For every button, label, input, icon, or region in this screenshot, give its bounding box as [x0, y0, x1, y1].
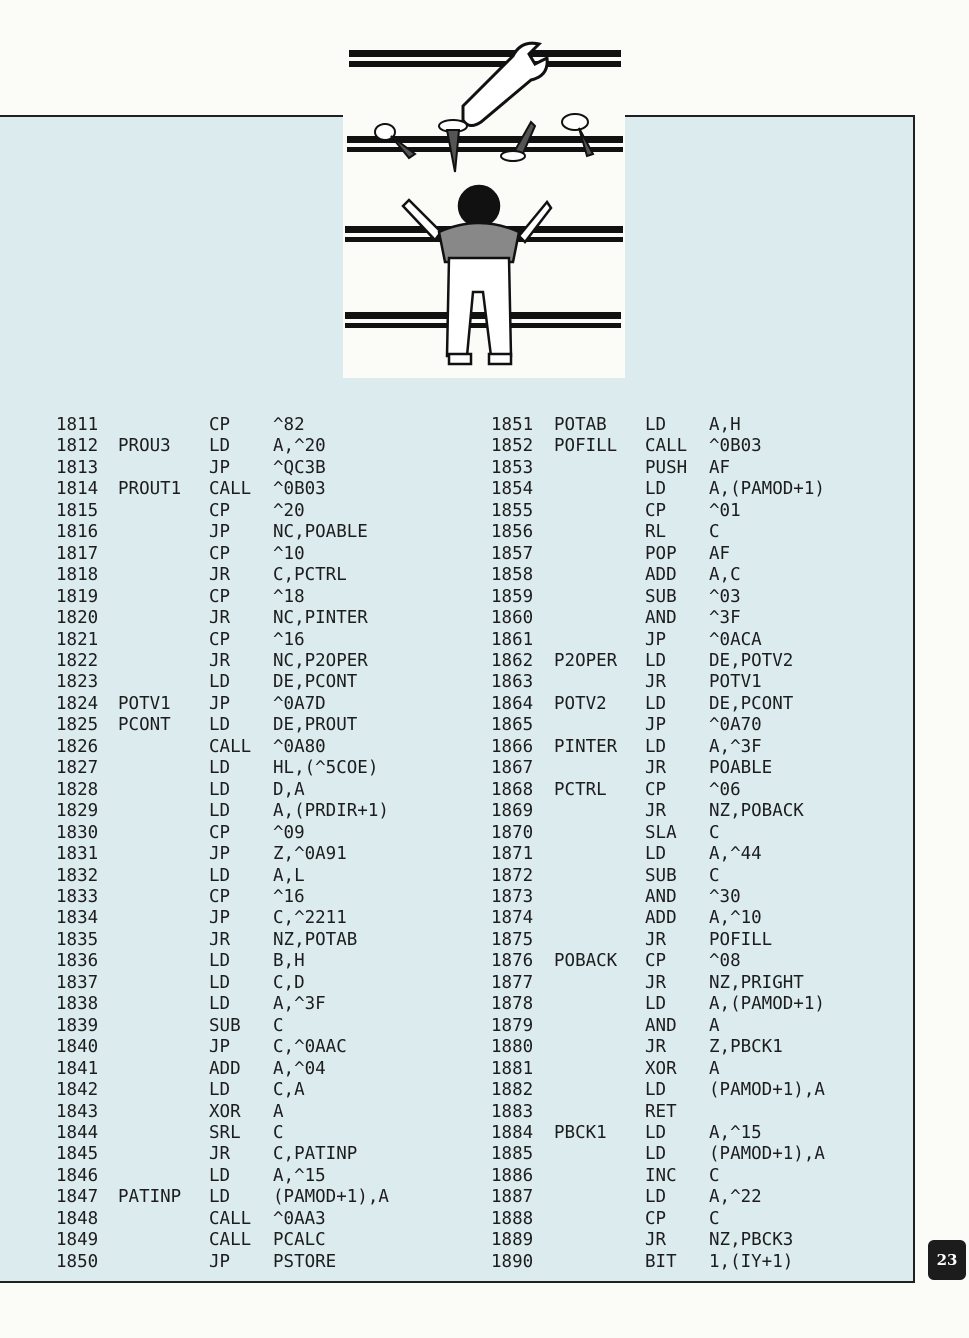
line-number: 1832 — [56, 865, 99, 886]
opcode: CALL — [645, 436, 688, 457]
operand: POFILL — [709, 929, 773, 950]
line-number: 1866 — [491, 736, 534, 757]
opcode: SUB — [645, 865, 677, 886]
operand: DE,PROUT — [273, 715, 358, 736]
line-number: 1821 — [56, 629, 99, 650]
opcode: LD — [209, 758, 231, 779]
opcode: LD — [645, 994, 667, 1015]
line-number: 1838 — [56, 994, 99, 1015]
opcode: AND — [645, 886, 677, 907]
opcode: LD — [645, 1187, 667, 1208]
operand: (PAMOD+1),A — [273, 1187, 389, 1208]
operand: ^0ACA — [709, 629, 762, 650]
opcode: SUB — [645, 586, 677, 607]
operand: HL,(^5COE) — [273, 758, 379, 779]
line-number: 1849 — [56, 1230, 99, 1251]
operand: Z,^0A91 — [273, 844, 347, 865]
line-number: 1856 — [491, 522, 534, 543]
operand: C,A — [273, 1080, 305, 1101]
opcode: SUB — [209, 1015, 241, 1036]
operand: A,(PAMOD+1) — [709, 994, 825, 1015]
opcode: LD — [209, 1165, 231, 1186]
operand: PSTORE — [273, 1251, 337, 1272]
line-number: 1865 — [491, 715, 534, 736]
line-number: 1850 — [56, 1251, 99, 1272]
opcode: JP — [209, 908, 231, 929]
line-number: 1857 — [491, 543, 534, 564]
operand: ^01 — [709, 500, 741, 521]
line-number: 1875 — [491, 929, 534, 950]
line-number: 1826 — [56, 736, 99, 757]
operand: ^16 — [273, 886, 305, 907]
opcode: RL — [645, 522, 667, 543]
opcode: LD — [209, 1187, 231, 1208]
opcode: CP — [645, 1208, 667, 1229]
line-number: 1812 — [56, 436, 99, 457]
operand: (PAMOD+1),A — [709, 1144, 825, 1165]
opcode: POP — [645, 543, 677, 564]
line-number: 1822 — [56, 650, 99, 671]
opcode: JR — [645, 758, 667, 779]
opcode: LD — [209, 1080, 231, 1101]
operand: ^0A7D — [273, 693, 326, 714]
operand: C,PCTRL — [273, 565, 347, 586]
line-number: 1868 — [491, 779, 534, 800]
opcode: XOR — [209, 1101, 241, 1122]
operand: C,PATINP — [273, 1144, 358, 1165]
opcode: JR — [645, 801, 667, 822]
operand: NZ,POTAB — [273, 929, 358, 950]
opcode: CP — [209, 500, 231, 521]
opcode: JP — [209, 693, 231, 714]
line-number: 1811 — [56, 415, 99, 435]
opcode: CALL — [209, 736, 252, 757]
opcode: JR — [209, 608, 231, 629]
line-number: 1851 — [491, 415, 534, 435]
line-number: 1830 — [56, 822, 99, 843]
line-number: 1823 — [56, 672, 99, 693]
opcode: AND — [645, 608, 677, 629]
line-number: 1827 — [56, 758, 99, 779]
code-label: P2OPER — [554, 650, 618, 671]
line-number: 1818 — [56, 565, 99, 586]
line-number: 1845 — [56, 1144, 99, 1165]
operand: ^06 — [709, 779, 741, 800]
operand: ^0A70 — [709, 715, 762, 736]
opcode: LD — [209, 801, 231, 822]
opcode: JP — [645, 629, 667, 650]
operand: ^0AA3 — [273, 1208, 326, 1229]
code-label: PCTRL — [554, 779, 607, 800]
operand: NZ,PRIGHT — [709, 972, 804, 993]
opcode: LD — [209, 865, 231, 886]
line-number: 1886 — [491, 1165, 534, 1186]
operand: DE,POTV2 — [709, 650, 794, 671]
line-number: 1862 — [491, 650, 534, 671]
opcode: LD — [209, 672, 231, 693]
operand: A,^22 — [709, 1187, 762, 1208]
line-number: 1871 — [491, 844, 534, 865]
operand: DE,PCONT — [709, 693, 794, 714]
operand: NC,POABLE — [273, 522, 368, 543]
line-number: 1837 — [56, 972, 99, 993]
operand: ^3F — [709, 608, 741, 629]
line-number: 1878 — [491, 994, 534, 1015]
line-number: 1861 — [491, 629, 534, 650]
opcode: CP — [209, 822, 231, 843]
opcode: LD — [645, 415, 667, 435]
operand: ^30 — [709, 886, 741, 907]
operand: ^16 — [273, 629, 305, 650]
operand: ^18 — [273, 586, 305, 607]
operand: A — [273, 1101, 284, 1122]
line-number: 1835 — [56, 929, 99, 950]
operand: B,H — [273, 951, 305, 972]
operand: D,A — [273, 779, 305, 800]
opcode: LD — [209, 951, 231, 972]
line-number: 1882 — [491, 1080, 534, 1101]
opcode: LD — [645, 693, 667, 714]
opcode: LD — [209, 972, 231, 993]
operand: C — [273, 1122, 284, 1143]
line-number: 1877 — [491, 972, 534, 993]
code-label: PINTER — [554, 736, 618, 757]
opcode: JR — [209, 1144, 231, 1165]
line-number: 1872 — [491, 865, 534, 886]
operand: NZ,POBACK — [709, 801, 804, 822]
opcode: JP — [209, 457, 231, 478]
line-number: 1881 — [491, 1058, 534, 1079]
code-label: PATINP — [118, 1187, 182, 1208]
opcode: BIT — [645, 1251, 677, 1272]
operand: C — [709, 1208, 720, 1229]
operand: ^10 — [273, 543, 305, 564]
line-number: 1852 — [491, 436, 534, 457]
opcode: CP — [645, 500, 667, 521]
opcode: CALL — [209, 479, 252, 500]
line-number: 1847 — [56, 1187, 99, 1208]
operand: (PAMOD+1),A — [709, 1080, 825, 1101]
opcode: LD — [645, 650, 667, 671]
line-number: 1867 — [491, 758, 534, 779]
line-number: 1884 — [491, 1122, 534, 1143]
operand: A — [709, 1058, 720, 1079]
opcode: JR — [645, 672, 667, 693]
code-label: PROU3 — [118, 436, 171, 457]
line-number: 1883 — [491, 1101, 534, 1122]
opcode: JR — [645, 972, 667, 993]
opcode: JR — [645, 1037, 667, 1058]
opcode: CALL — [209, 1208, 252, 1229]
operand: C — [273, 1015, 284, 1036]
line-number: 1842 — [56, 1080, 99, 1101]
line-number: 1839 — [56, 1015, 99, 1036]
operand: A,C — [709, 565, 741, 586]
line-number: 1828 — [56, 779, 99, 800]
operand: C,D — [273, 972, 305, 993]
opcode: CALL — [209, 1230, 252, 1251]
line-number: 1853 — [491, 457, 534, 478]
opcode: JR — [209, 650, 231, 671]
opcode: JP — [209, 1251, 231, 1272]
operand: A,H — [709, 415, 741, 435]
line-number: 1870 — [491, 822, 534, 843]
line-number: 1824 — [56, 693, 99, 714]
opcode: XOR — [645, 1058, 677, 1079]
opcode: CP — [209, 415, 231, 435]
line-number: 1846 — [56, 1165, 99, 1186]
operand: PCALC — [273, 1230, 326, 1251]
operand: C — [709, 865, 720, 886]
line-number: 1889 — [491, 1230, 534, 1251]
opcode: LD — [209, 436, 231, 457]
operand: A,^44 — [709, 844, 762, 865]
opcode: SLA — [645, 822, 677, 843]
opcode: LD — [645, 1080, 667, 1101]
line-number: 1879 — [491, 1015, 534, 1036]
opcode: JR — [645, 929, 667, 950]
opcode: LD — [645, 844, 667, 865]
operand: ^03 — [709, 586, 741, 607]
line-number: 1815 — [56, 500, 99, 521]
line-number: 1859 — [491, 586, 534, 607]
operand: C — [709, 822, 720, 843]
operand: ^QC3B — [273, 457, 326, 478]
operand: A,^3F — [273, 994, 326, 1015]
opcode: JP — [209, 844, 231, 865]
cartoon-mechanic-with-wrench-and-screws-icon — [343, 36, 625, 378]
opcode: ADD — [209, 1058, 241, 1079]
line-number: 1869 — [491, 801, 534, 822]
code-label: POTAB — [554, 415, 607, 435]
operand: ^20 — [273, 500, 305, 521]
line-number: 1880 — [491, 1037, 534, 1058]
operand: A,^04 — [273, 1058, 326, 1079]
operand: NC,PINTER — [273, 608, 368, 629]
line-number: 1813 — [56, 457, 99, 478]
opcode: JR — [645, 1230, 667, 1251]
operand: C,^2211 — [273, 908, 347, 929]
operand: C — [709, 522, 720, 543]
opcode: SRL — [209, 1122, 241, 1143]
line-number: 1848 — [56, 1208, 99, 1229]
opcode: AND — [645, 1015, 677, 1036]
opcode: INC — [645, 1165, 677, 1186]
line-number: 1820 — [56, 608, 99, 629]
opcode: JP — [209, 522, 231, 543]
line-number: 1887 — [491, 1187, 534, 1208]
opcode: JR — [209, 929, 231, 950]
operand: ^08 — [709, 951, 741, 972]
line-number: 1829 — [56, 801, 99, 822]
line-number: 1836 — [56, 951, 99, 972]
line-number: 1854 — [491, 479, 534, 500]
operand: ^0B03 — [273, 479, 326, 500]
opcode: LD — [209, 779, 231, 800]
line-number: 1885 — [491, 1144, 534, 1165]
line-number: 1860 — [491, 608, 534, 629]
line-number: 1864 — [491, 693, 534, 714]
line-number: 1831 — [56, 844, 99, 865]
operand: NZ,PBCK3 — [709, 1230, 794, 1251]
operand: A,^20 — [273, 436, 326, 457]
line-number: 1843 — [56, 1101, 99, 1122]
line-number: 1819 — [56, 586, 99, 607]
opcode: JR — [209, 565, 231, 586]
operand: ^0A80 — [273, 736, 326, 757]
line-number: 1873 — [491, 886, 534, 907]
line-number: 1833 — [56, 886, 99, 907]
mechanic-illustration — [343, 36, 625, 378]
operand: ^0B03 — [709, 436, 762, 457]
operand: NC,P2OPER — [273, 650, 368, 671]
line-number: 1817 — [56, 543, 99, 564]
opcode: LD — [209, 715, 231, 736]
code-label: POTV2 — [554, 693, 607, 714]
line-number: 1816 — [56, 522, 99, 543]
opcode: JP — [645, 715, 667, 736]
line-number: 1858 — [491, 565, 534, 586]
code-label: POTV1 — [118, 693, 171, 714]
opcode: CP — [209, 629, 231, 650]
opcode: ADD — [645, 908, 677, 929]
opcode: LD — [645, 736, 667, 757]
operand: ^82 — [273, 415, 305, 435]
line-number: 1890 — [491, 1251, 534, 1272]
line-number: 1840 — [56, 1037, 99, 1058]
operand: A,(PAMOD+1) — [709, 479, 825, 500]
operand: DE,PCONT — [273, 672, 358, 693]
opcode: JP — [209, 1037, 231, 1058]
line-number: 1855 — [491, 500, 534, 521]
line-number: 1874 — [491, 908, 534, 929]
code-label: PROUT1 — [118, 479, 182, 500]
line-number: 1814 — [56, 479, 99, 500]
operand: A,^3F — [709, 736, 762, 757]
operand: AF — [709, 457, 731, 478]
opcode: ADD — [645, 565, 677, 586]
operand: 1,(IY+1) — [709, 1251, 794, 1272]
opcode: CP — [645, 779, 667, 800]
opcode: CP — [209, 543, 231, 564]
operand: Z,PBCK1 — [709, 1037, 783, 1058]
operand: A,(PRDIR+1) — [273, 801, 389, 822]
opcode: PUSH — [645, 457, 688, 478]
code-label: PCONT — [118, 715, 171, 736]
opcode: LD — [209, 994, 231, 1015]
operand: A — [709, 1015, 720, 1036]
operand: A,L — [273, 865, 305, 886]
code-label: POBACK — [554, 951, 618, 972]
operand: POTV1 — [709, 672, 762, 693]
opcode: LD — [645, 479, 667, 500]
opcode: LD — [645, 1122, 667, 1143]
opcode: CP — [209, 586, 231, 607]
operand: C,^0AAC — [273, 1037, 347, 1058]
page-number-badge: 23 — [928, 1240, 966, 1280]
line-number: 1825 — [56, 715, 99, 736]
operand: A,^10 — [709, 908, 762, 929]
opcode: CP — [645, 951, 667, 972]
operand: C — [709, 1165, 720, 1186]
code-label: PBCK1 — [554, 1122, 607, 1143]
operand: A,^15 — [273, 1165, 326, 1186]
operand: POABLE — [709, 758, 773, 779]
opcode: LD — [645, 1144, 667, 1165]
opcode: CP — [209, 886, 231, 907]
line-number: 1834 — [56, 908, 99, 929]
line-number: 1841 — [56, 1058, 99, 1079]
code-label: POFILL — [554, 436, 618, 457]
line-number: 1888 — [491, 1208, 534, 1229]
operand: A,^15 — [709, 1122, 762, 1143]
line-number: 1863 — [491, 672, 534, 693]
line-number: 1844 — [56, 1122, 99, 1143]
line-number: 1876 — [491, 951, 534, 972]
operand: AF — [709, 543, 731, 564]
opcode: RET — [645, 1101, 677, 1122]
operand: ^09 — [273, 822, 305, 843]
